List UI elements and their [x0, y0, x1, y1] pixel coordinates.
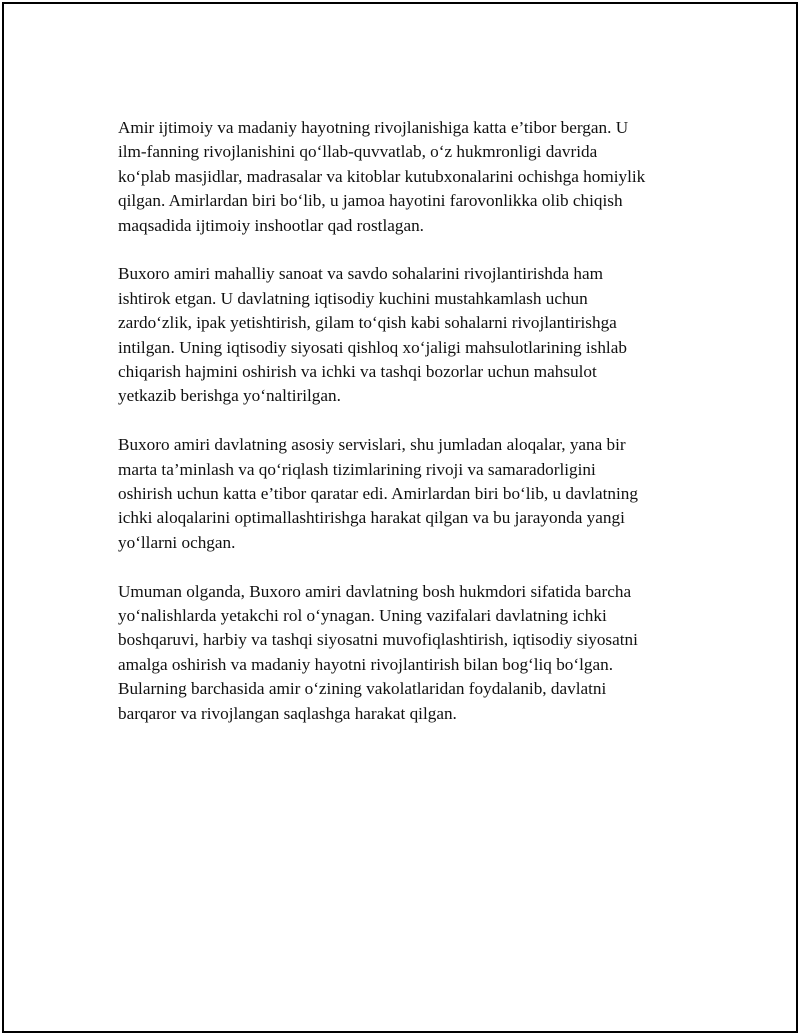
text-line: amalga oshirish va madaniy hayotni rivojlantirish bilan bog‘liq bo‘lgan. [118, 654, 613, 674]
text-line: oshirish uchun katta e’tibor qaratar edi. Amirlardan biri bo‘lib, u davlatning [118, 484, 638, 504]
text-line: ilm-fanning rivojlanishini qo‘llab-quvvatlab, o‘z hukmronligi davrida [118, 142, 598, 162]
text-line: marta ta’minlash va qo‘riqlash tizimlarining rivoji va samaradorligini [118, 459, 596, 479]
text-line: barqaror va rivojlangan saqlashga harakat qilgan. [118, 703, 457, 723]
text-line: yo‘llarni ochgan. [118, 532, 236, 552]
text-line: ishtirok etgan. U davlatning iqtisodiy kuchini mustahkamlash uchun [118, 288, 588, 308]
text-line: yo‘nalishlarda yetakchi rol o‘ynagan. Uning vazifalari davlatning ichki [118, 606, 607, 626]
text-line: zardo‘zlik, ipak yetishtirish, gilam to‘qish kabi sohalarni rivojlantirishga [118, 313, 617, 333]
paragraph-4 [118, 580, 708, 726]
text-line: Bularning barchasida amir o‘zining vakolatlaridan foydalanib, davlatni [118, 679, 607, 699]
text-line: intilgan. Uning iqtisodiy siyosati qishloq xo‘jaligi mahsulotlarining ishlab [118, 337, 627, 357]
text-line: Buxoro amiri davlatning asosiy servislari, shu jumladan aloqalar, yana bir [118, 435, 626, 455]
text-line: Umuman olganda, Buxoro amiri davlatning bosh hukmdori sifatida barcha [118, 581, 632, 601]
text-line: qilgan. Amirlardan biri bo‘lib, u jamoa hayotini farovonlikka olib chiqish [118, 191, 623, 211]
text-line: ko‘plab masjidlar, madrasalar va kitoblar kutubxonalarini ochishga homiylik [118, 166, 646, 186]
text-line: boshqaruvi, harbiy va tashqi siyosatni muvofiqlashtirish, iqtisodiy siyosatni [118, 630, 638, 650]
text-line: Buxoro amiri mahalliy sanoat va savdo sohalarini rivojlantirishda ham [118, 264, 603, 284]
text-line: maqsadida ijtimoiy inshootlar qad rostlagan. [118, 215, 424, 235]
text-line: ichki aloqalarini optimallashtirishga harakat qilgan va bu jarayonda yangi [118, 508, 625, 528]
paragraph-1 [118, 116, 708, 238]
paragraph-3 [118, 433, 708, 555]
body-text [118, 116, 708, 751]
text-line: chiqarish hajmini oshirish va ichki va tashqi bozorlar uchun mahsulot [118, 362, 597, 382]
text-line: Amir ijtimoiy va madaniy hayotning rivojlanishiga katta e’tibor bergan. U [118, 118, 629, 137]
text-line: yetkazib berishga yo‘naltirilgan. [118, 386, 341, 406]
paragraph-2 [118, 262, 708, 408]
